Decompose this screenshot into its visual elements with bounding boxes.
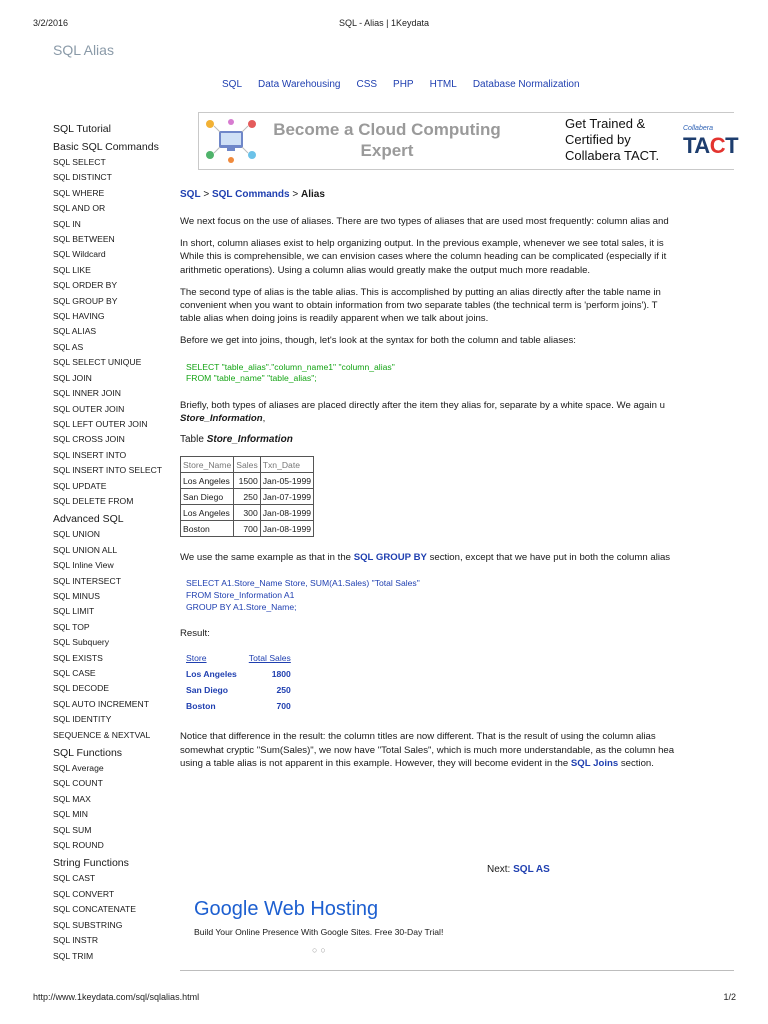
breadcrumb-current: Alias (300, 189, 325, 200)
table-cell: 250 (276, 685, 291, 696)
sidebar-item[interactable]: SQL COUNT (53, 778, 103, 789)
link-sql-group-by[interactable]: SQL GROUP BY (353, 552, 427, 564)
google-ad-title[interactable]: Google Web Hosting (194, 898, 379, 920)
sidebar-item[interactable]: SQL UPDATE (53, 480, 107, 491)
sidebar-item[interactable]: SQL CASE (53, 668, 96, 678)
next-label: Next: (487, 864, 511, 875)
sidebar (53, 122, 168, 964)
table-header-cell: Sales (234, 457, 261, 473)
text-line (180, 551, 734, 564)
sidebar-item[interactable]: SQL IDENTITY (53, 714, 112, 725)
ad-brand-accent: C (709, 133, 726, 158)
breadcrumb (180, 188, 734, 202)
sidebar-item[interactable]: SQL TRIM (53, 950, 94, 961)
text-line: In short, column aliases exist to help organizing output. In the previous example, whenever we see total sales, it is (180, 238, 664, 250)
ad-carousel-dots-icon[interactable]: ○○ (312, 945, 329, 955)
sidebar-item[interactable]: SQL TOP (53, 621, 90, 632)
sidebar-item[interactable]: SQL MINUS (53, 590, 100, 601)
text-line: Briefly, both types of aliases are placed directly after the item they alias for, separate by a white space. We again u (180, 399, 665, 411)
table-row (186, 698, 291, 714)
sidebar-item[interactable]: SQL INSERT INTO SELECT (53, 465, 163, 476)
sidebar-item[interactable]: SQL UNION ALL (53, 544, 118, 555)
text-line: The second type of alias is the table alias. This is accomplished by putting an alias directly after the table name in (180, 286, 661, 298)
sidebar-item[interactable]: SQL ORDER BY (53, 280, 118, 291)
table-row (181, 473, 314, 489)
sidebar-item[interactable]: SQL IN (53, 218, 81, 229)
text-line (180, 412, 734, 425)
sidebar-item[interactable]: SQL EXISTS (53, 652, 103, 663)
code-line: FROM Store_Information A1 (186, 590, 295, 601)
table-cell: Jan-07-1999 (260, 489, 313, 505)
paragraph-intro (180, 215, 734, 228)
sidebar-item[interactable]: SQL AUTO INCREMENT (53, 698, 149, 709)
sidebar-item[interactable]: SQL AS (53, 341, 84, 352)
result-table (186, 650, 291, 714)
sidebar-item[interactable]: SQL WHERE (53, 187, 105, 198)
text-line: We next focus on the use of aliases. There are two types of aliases that are used most frequently: column alias and (180, 216, 669, 227)
sidebar-item[interactable]: SQL MIN (53, 809, 89, 820)
table-row (181, 521, 314, 537)
table-row (186, 682, 291, 698)
sidebar-item[interactable]: SQL HAVING (53, 311, 105, 322)
ad-brand-part: TA (683, 133, 710, 158)
print-page-number: 1/2 (723, 992, 736, 1002)
table-cell: Los Angeles (186, 669, 237, 680)
print-date: 3/2/2016 (33, 18, 69, 28)
text-line: somewhat cryptic "Sum(Sales)", we now have "Total Sales", which is much more understandable, as the column hea (180, 744, 675, 756)
ad-brand-logo (683, 133, 738, 159)
table-header-cell: Store_Name (181, 457, 234, 473)
sidebar-item[interactable]: SQL LIKE (53, 264, 91, 275)
sidebar-item[interactable]: SQL BETWEEN (53, 234, 115, 245)
paragraph-column-alias (180, 237, 734, 277)
code-syntax (186, 362, 734, 385)
table-cell: 1800 (271, 669, 291, 680)
sidebar-item[interactable]: SQL MAX (53, 793, 91, 804)
text-line: convenient when you want to obtain information from two separate tables (the technical term is 'perform joins'). T (180, 300, 658, 312)
cloud-computing-illustration-icon (203, 117, 259, 165)
print-footer-url: http://www.1keydata.com/sql/sqlalias.html (33, 992, 200, 1002)
ad-brand-small: Collabera (683, 125, 713, 132)
text-fragment: section. (620, 757, 654, 769)
breadcrumb-separator: > (203, 189, 210, 200)
table-cell: San Diego (186, 685, 229, 696)
table-name-emphasis: Store_Information (180, 413, 263, 425)
sidebar-item[interactable]: SQL INNER JOIN (53, 388, 121, 399)
sidebar-section-title[interactable]: SQL Tutorial (53, 123, 111, 135)
table-header-cell: Total Sales (248, 653, 291, 664)
table-cell: Los Angeles (181, 505, 234, 521)
text-line: arithmetic operations). Using a column alias would greatly make the output much more readable. (180, 264, 591, 276)
nav-link-html[interactable]: HTML (429, 79, 457, 90)
paragraph-syntax-intro (180, 334, 734, 347)
sidebar-item[interactable]: SQL LIMIT (53, 606, 95, 617)
table-header-row (186, 650, 291, 666)
sidebar-item[interactable]: SQL INSTR (53, 935, 99, 946)
table-cell: Jan-08-1999 (260, 505, 313, 521)
code-line: SELECT A1.Store_Name Store, SUM(A1.Sales) "Total Sales" (186, 578, 420, 589)
paragraph-conclusion (180, 730, 734, 770)
sidebar-section-title[interactable]: Advanced SQL (53, 513, 124, 526)
paragraph-briefly (180, 399, 734, 425)
text-fragment: We use the same example as that in the (180, 552, 352, 564)
sidebar-item[interactable]: SQL LEFT OUTER JOIN (53, 418, 148, 429)
table-header-cell: Store (186, 653, 207, 664)
breadcrumb-sql-commands[interactable]: SQL Commands (211, 189, 290, 200)
sidebar-item[interactable]: SQL Average (53, 763, 104, 774)
table-cell: Boston (181, 521, 234, 537)
site-title: SQL Alias (53, 42, 114, 58)
sidebar-item[interactable]: SQL DISTINCT (53, 172, 112, 183)
sidebar-item[interactable]: SQL CONCATENATE (53, 904, 136, 915)
next-page-nav (487, 864, 550, 875)
sidebar-item[interactable]: SQL SUBSTRING (53, 919, 123, 930)
code-line: SELECT "table_alias"."column_name1" "column_alias" (186, 361, 395, 372)
sidebar-item[interactable]: SQL DECODE (53, 683, 110, 694)
text-fragment: using a table alias is not apparent in this example. However, they will become evident in the (180, 757, 569, 769)
table-header-cell: Txn_Date (260, 457, 313, 473)
text-fragment: section, except that we have put in both the column alias (429, 552, 671, 564)
store-information-table (180, 456, 314, 537)
ad-copy: Get Trained & Certified by Collabera TACT. (565, 116, 660, 163)
text-fragment: , (262, 413, 266, 425)
google-ad-text: Build Your Online Presence With Google Sites. Free 30-Day Trial! (194, 927, 444, 937)
table-caption (180, 434, 734, 445)
table-caption-name: Store_Information (206, 434, 293, 446)
text-line: Result: (180, 628, 210, 640)
breadcrumb-sql[interactable]: SQL (180, 189, 201, 200)
sidebar-item[interactable]: SQL Wildcard (53, 249, 106, 260)
paragraph-example (180, 551, 734, 564)
sidebar-section-title[interactable]: String Functions (53, 857, 129, 870)
code-line: FROM "table_name" "table_alias"; (186, 373, 317, 384)
table-cell: Jan-08-1999 (260, 521, 313, 537)
code-line: GROUP BY A1.Store_Name; (186, 601, 297, 612)
ad-brand-part: T (725, 133, 739, 158)
table-cell: 700 (234, 521, 261, 537)
divider (180, 970, 734, 971)
print-page-title: SQL - Alias | 1Keydata (338, 18, 430, 28)
table-row (186, 666, 291, 682)
nav-link-database-normalization[interactable]: Database Normalization (472, 79, 580, 90)
google-ad[interactable] (194, 898, 443, 937)
table-row (181, 505, 314, 521)
text-line (180, 757, 734, 770)
sidebar-item[interactable]: SQL AND OR (53, 203, 106, 214)
sidebar-item[interactable]: SQL SUM (53, 824, 92, 835)
text-line: table alias when doing joins is readily apparent when we talk about joins. (180, 313, 489, 325)
result-label (180, 627, 734, 640)
code-example (186, 578, 734, 613)
nav-link-css[interactable]: CSS (356, 79, 378, 90)
sidebar-section-title[interactable]: Basic SQL Commands (53, 141, 159, 153)
table-cell: 300 (234, 505, 261, 521)
table-cell: Los Angeles (181, 473, 234, 489)
table-cell: 1500 (234, 473, 261, 489)
paragraph-table-alias (180, 286, 734, 326)
sidebar-item[interactable]: SQL INTERSECT (53, 575, 121, 586)
sidebar-item[interactable]: SQL SELECT (53, 157, 106, 167)
sidebar-item[interactable]: SEQUENCE & NEXTVAL (53, 729, 151, 740)
sidebar-item[interactable]: SQL ROUND (53, 840, 104, 851)
table-cell: Jan-05-1999 (260, 473, 313, 489)
main-content (180, 188, 734, 779)
table-cell: Boston (186, 701, 216, 712)
sidebar-item[interactable]: SQL GROUP BY (53, 295, 118, 306)
sidebar-item[interactable]: SQL JOIN (53, 372, 92, 383)
sidebar-item[interactable]: SQL CONVERT (53, 888, 115, 899)
nav-link-data-warehousing[interactable]: Data Warehousing (258, 79, 341, 90)
breadcrumb-separator: > (292, 189, 299, 200)
text-line: Notice that difference in the result: the column titles are now different. That is the result of using the column alias (180, 731, 656, 743)
table-cell: San Diego (181, 489, 234, 505)
nav-link-sql[interactable]: SQL (222, 79, 243, 90)
ad-banner[interactable] (198, 112, 739, 170)
table-header-row (181, 457, 314, 473)
sidebar-item[interactable]: SQL DELETE FROM (53, 495, 134, 506)
sidebar-section-title[interactable]: SQL Functions (53, 747, 123, 760)
sidebar-item[interactable]: SQL SELECT UNIQUE (53, 357, 142, 368)
sidebar-item[interactable]: SQL OUTER JOIN (53, 403, 125, 414)
link-sql-joins[interactable]: SQL Joins (570, 757, 619, 769)
table-cell: 700 (276, 701, 291, 712)
sidebar-item[interactable]: SQL Subquery (53, 637, 110, 648)
sidebar-item[interactable]: SQL UNION (53, 529, 100, 540)
sidebar-item[interactable]: SQL CAST (53, 873, 96, 884)
ad-headline: Become a Cloud Computing Expert (273, 120, 501, 160)
table-cell: 250 (234, 489, 261, 505)
sidebar-item[interactable]: SQL Inline View (53, 560, 114, 571)
top-navigation (222, 79, 580, 90)
table-caption-label: Table (180, 434, 204, 446)
text-line: Before we get into joins, though, let's look at the syntax for both the column and table aliases: (180, 335, 576, 347)
text-line: While this is comprehensible, we can envision cases where the column heading can be complicated (especially if it (180, 251, 667, 263)
table-row (181, 489, 314, 505)
nav-link-php[interactable]: PHP (393, 79, 414, 90)
sidebar-item[interactable]: SQL CROSS JOIN (53, 434, 125, 445)
next-link-sql-as[interactable]: SQL AS (513, 864, 550, 875)
sidebar-item[interactable]: SQL INSERT INTO (53, 449, 127, 460)
sidebar-item[interactable]: SQL ALIAS (53, 326, 97, 337)
